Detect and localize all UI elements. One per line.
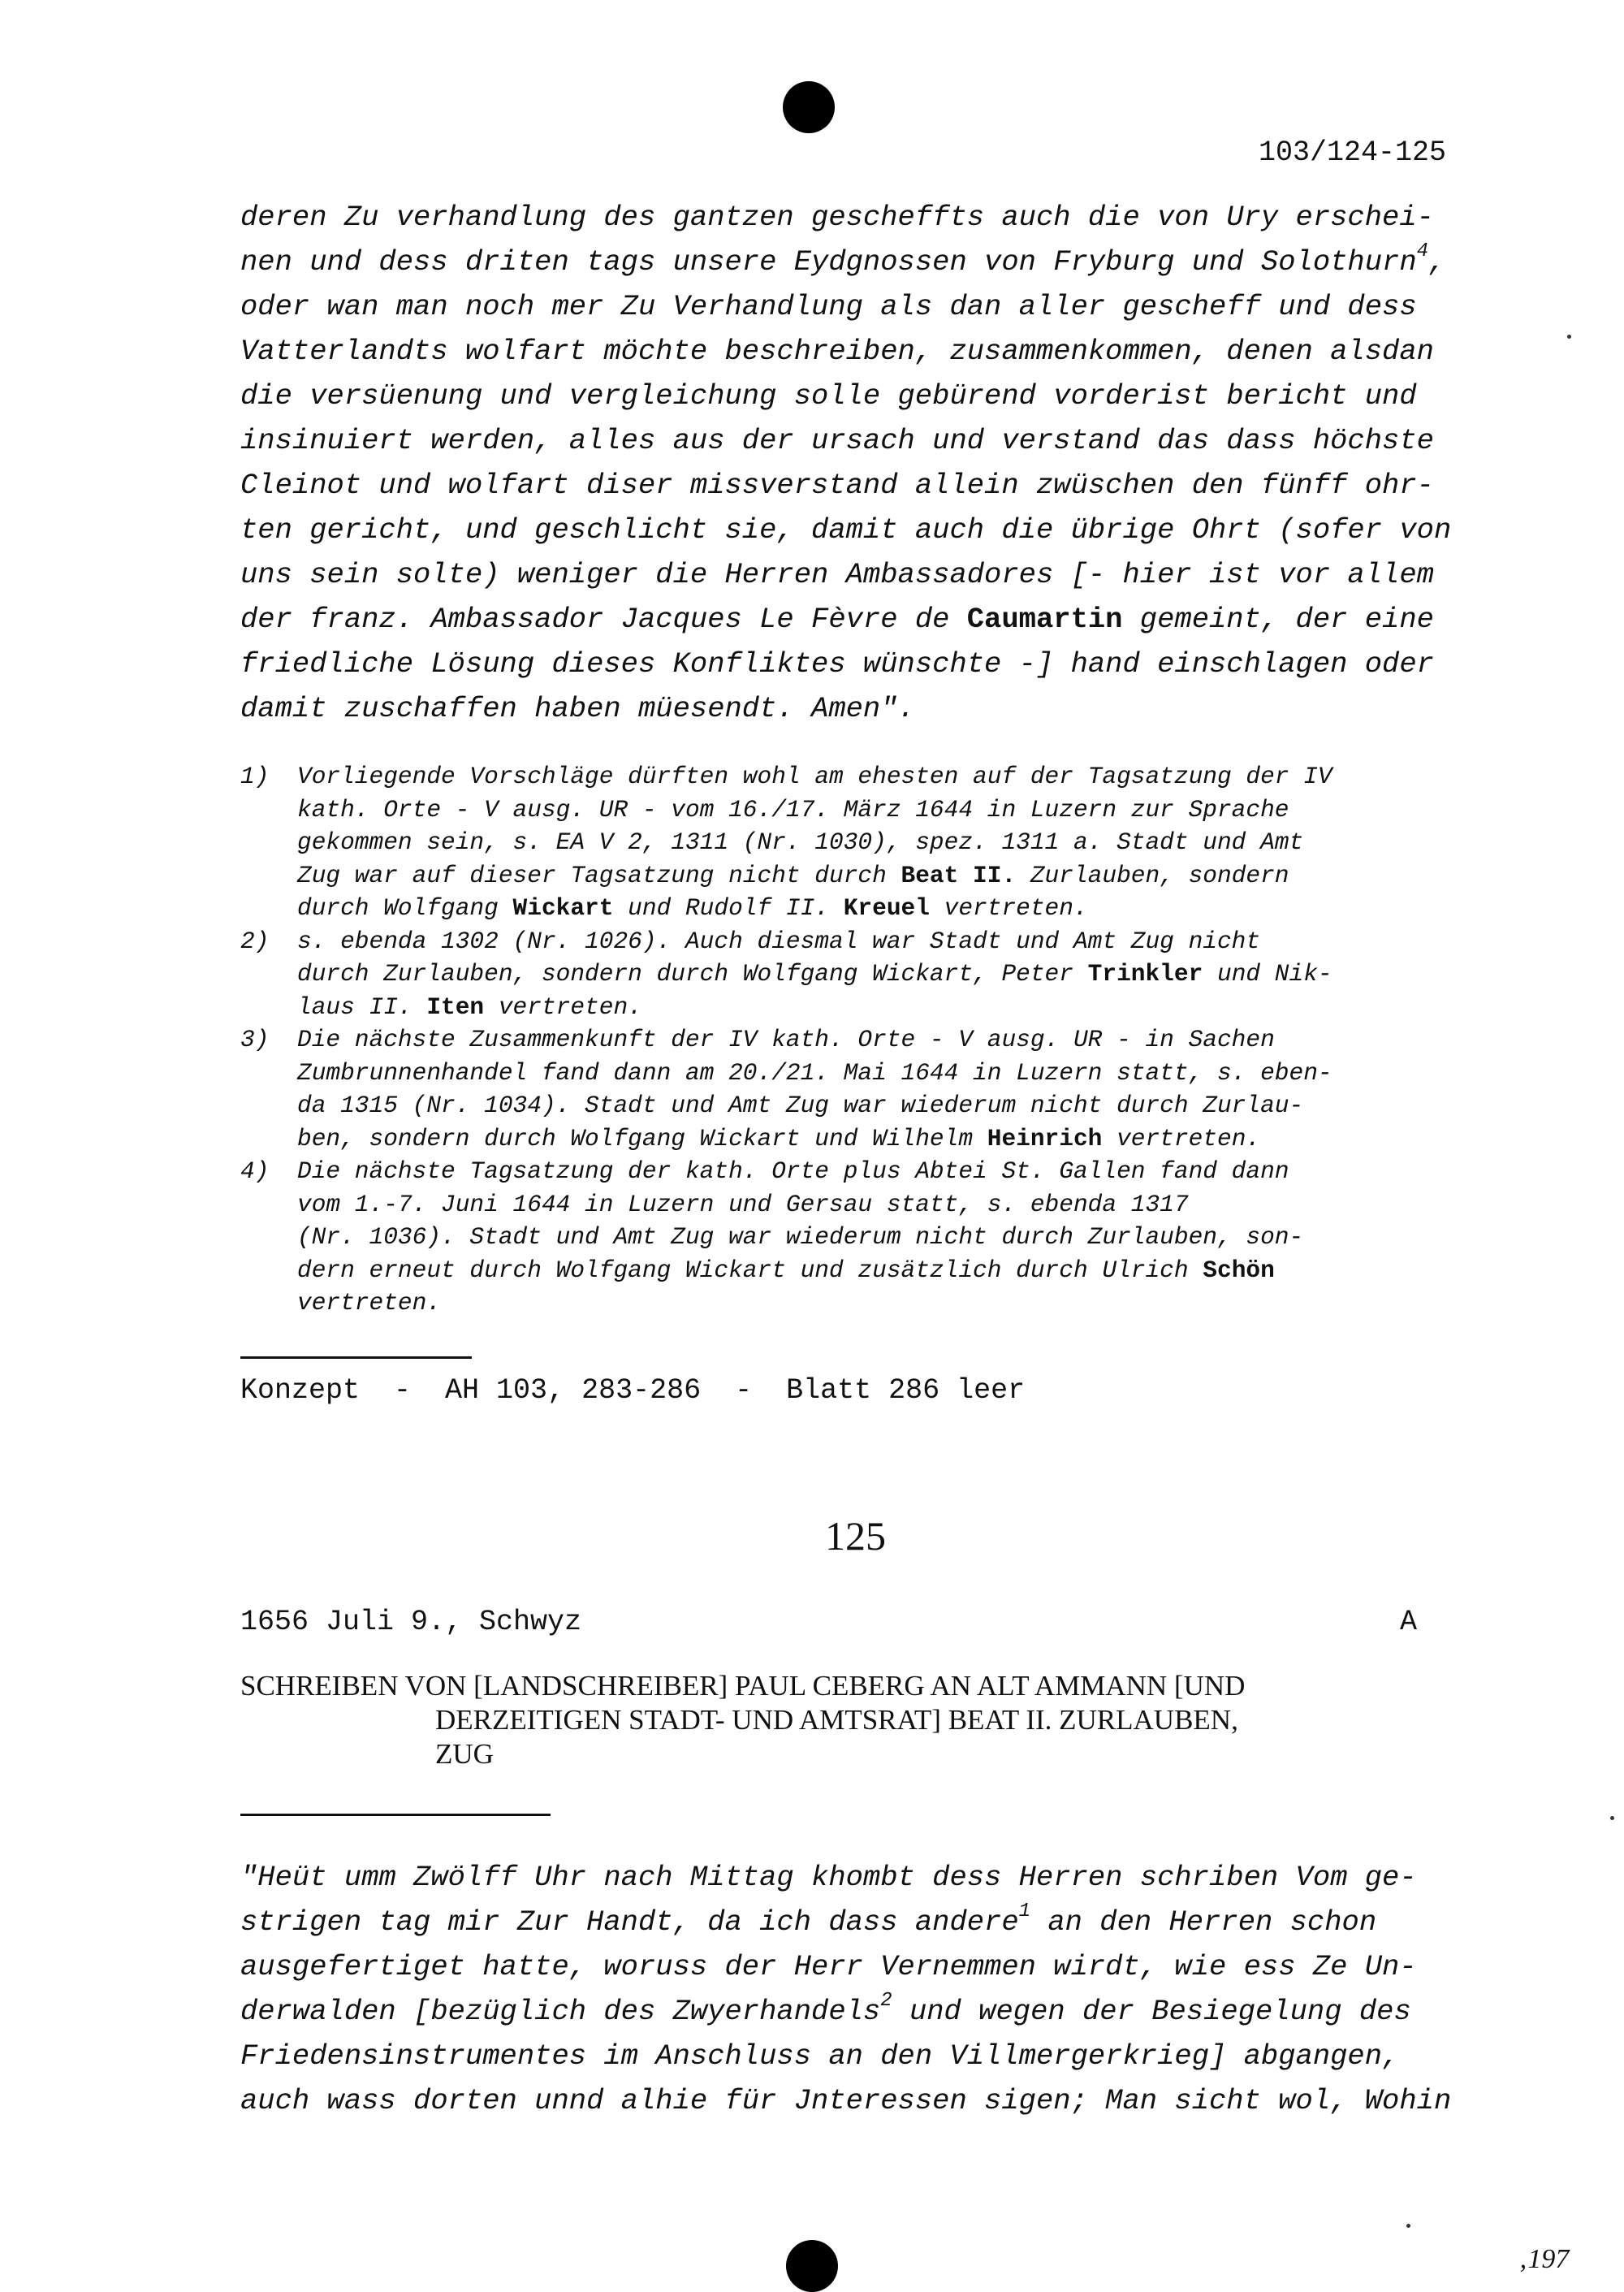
text-line: oder wan man noch mer Zu Verhandlung als dan aller gescheff und dess	[240, 290, 1417, 323]
footnote-number: 1)	[240, 763, 270, 790]
text-line: Cleinot und wolfart diser missverstand allein zwüschen den fünff ohr-	[240, 469, 1434, 502]
footnote-line: laus II. Iten vertreten.	[297, 992, 642, 1021]
text-line: ausgefertiget hatte, woruss der Herr Vernemmen wirdt, wie ess Ze Un-	[240, 1950, 1417, 1983]
footnote-line: Die nächste Tagsatzung der kath. Orte plus Abtei St. Gallen fand dann	[297, 1157, 1289, 1185]
title-line: ZUG	[435, 1738, 494, 1770]
footnote-3	[240, 1023, 1499, 1155]
text-line: derwalden [bezüglich des Zwyerhandels$^2$ und wegen der Besiegelung des	[240, 1990, 1411, 2028]
speck	[1567, 335, 1571, 339]
document-number: 125	[825, 1513, 886, 1559]
footnote-line: Die nächste Zusammenkunft der IV kath. Orte - V ausg. UR - in Sachen	[297, 1026, 1275, 1053]
footnote-ref-4: 4	[1416, 240, 1429, 263]
footnote-line: (Nr. 1036). Stadt und Amt Zug war wiederum nicht durch Zurlauben, son-	[297, 1223, 1304, 1251]
footnote-1	[240, 760, 1499, 925]
footnote-line: vertreten.	[297, 1289, 442, 1317]
footnote-line: Vorliegende Vorschläge dürften wohl am ehesten auf der Tagsatzung der IV	[297, 763, 1332, 790]
punch-hole-top	[783, 81, 835, 133]
speck	[1406, 2224, 1410, 2228]
archive-reference: 103/124-125	[1259, 136, 1447, 169]
footnote-line: durch Wolfgang Wickart und Rudolf II. Kreuel vertreten.	[297, 894, 1088, 922]
footnote-line: dern erneut durch Wolfgang Wickart und zusätzlich durch Ulrich Schön	[297, 1256, 1275, 1284]
footnote-line: Zumbrunnenhandel fand dann am 20./21. Mai 1644 in Luzern statt, s. eben-	[297, 1058, 1332, 1087]
footnote-number: 4)	[240, 1157, 270, 1185]
footnote-line: s. ebenda 1302 (Nr. 1026). Auch diesmal war Stadt und Amt Zug nicht	[297, 927, 1261, 955]
footnote-ref-1: 1	[1018, 1901, 1031, 1923]
footnote-line: vom 1.-7. Juni 1644 in Luzern und Gersau statt, s. ebenda 1317	[297, 1190, 1189, 1218]
footnote-line: da 1315 (Nr. 1034). Stadt und Amt Zug war wiederum nicht durch Zurlau-	[297, 1092, 1304, 1119]
speck	[1610, 1816, 1614, 1820]
footnotes	[240, 760, 1499, 1320]
title-line: DERZEITIGEN STADT- UND AMTSRAT] BEAT II. ZURLAUBEN,	[435, 1704, 1238, 1736]
footnote-number: 3)	[240, 1026, 270, 1053]
text-line: deren Zu verhandlung des gantzen gescheffts auch die von Ury erschei-	[240, 201, 1434, 234]
date-place: 1656 Juli 9., Schwyz	[240, 1606, 582, 1638]
footnote-ref-2: 2	[880, 1990, 892, 2013]
text-line: Vatterlandts wolfart möchte beschreiben, zusammenkommen, denen alsdan	[240, 335, 1434, 368]
quoted-paragraph-1	[240, 195, 1491, 731]
text-line: strigen tag mir Zur Handt, da ich dass andere$^1$ an den Herren schon	[240, 1901, 1377, 1939]
footnote-line: Zug war auf dieser Tagsatzung nicht durch Beat II. Zurlauben, sondern	[297, 861, 1289, 889]
text-line: Friedensinstrumentes im Anschluss an den Villmergerkrieg] abgangen,	[240, 2039, 1400, 2073]
title-line: SCHREIBEN VON [LANDSCHREIBER] PAUL CEBERG AN ALT AMMANN [UND	[240, 1670, 1246, 1702]
footnote-line: kath. Orte - V ausg. UR - vom 16./17. März 1644 in Luzern zur Sprache	[297, 795, 1289, 824]
footnote-line: gekommen sein, s. EA V 2, 1311 (Nr. 1030), spez. 1311 a. Stadt und Amt	[297, 828, 1304, 856]
footnote-2	[240, 925, 1499, 1024]
separator-rule	[240, 1356, 472, 1359]
punch-hole-bottom	[786, 2240, 838, 2292]
text-line: nen und dess driten tags unsere Eydgnossen von Fryburg und Solothurn$^4$,	[240, 240, 1446, 279]
source-note: Konzept - AH 103, 283-286 - Blatt 286 leer	[240, 1374, 1026, 1407]
text-line: die versüenung und vergleichung solle gebürend vorderist bericht und	[240, 379, 1417, 413]
text-line: damit zuschaffen haben müesendt. Amen".	[240, 692, 915, 725]
text-line: auch wass dorten unnd alhie für Jnteressen sigen; Man sicht wol, Wohin	[240, 2084, 1452, 2117]
text-line: ten gericht, und geschlicht sie, damit auch die übrige Ohrt (sofer von	[240, 513, 1452, 547]
separator-rule	[240, 1814, 551, 1816]
quoted-paragraph-2	[240, 1855, 1491, 2123]
text-line: "Heüt umm Zwölff Uhr nach Mittag khombt dess Herren schriben Vom ge-	[240, 1861, 1417, 1894]
text-line: friedliche Lösung dieses Konfliktes wünschte -] hand einschlagen oder	[240, 647, 1434, 681]
margin-scribble: ‚197	[1518, 2244, 1570, 2274]
footnote-line: durch Zurlauben, sondern durch Wolfgang Wickart, Peter Trinkler und Nik-	[297, 960, 1332, 988]
footnote-number: 2)	[240, 927, 270, 955]
text-line: insinuiert werden, alles aus der ursach und verstand das dass höchste	[240, 424, 1434, 457]
text-line: der franz. Ambassador Jacques Le Fèvre de Caumartin gemeint, der eine	[240, 603, 1434, 636]
footnote-4	[240, 1155, 1499, 1320]
document-letter: A	[1400, 1606, 1418, 1638]
document-title	[240, 1669, 1507, 1771]
text-line: uns sein solte) weniger die Herren Ambassadores [- hier ist vor allem	[240, 558, 1434, 591]
footnote-line: ben, sondern durch Wolfgang Wickart und Wilhelm Heinrich vertreten.	[297, 1124, 1261, 1152]
